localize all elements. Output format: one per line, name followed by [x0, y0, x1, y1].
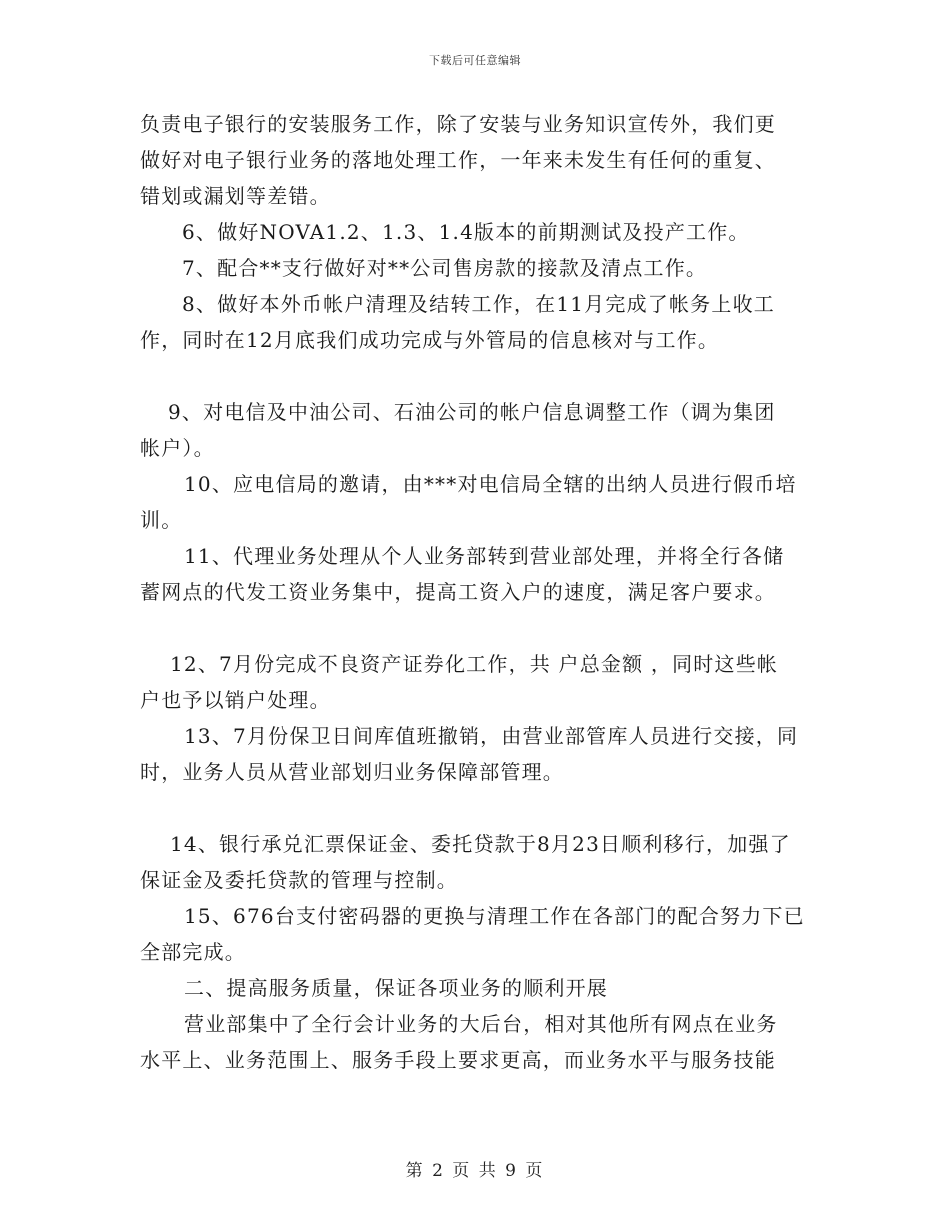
paragraph-item-11: [140, 538, 820, 610]
text-line: 负责电子银行的安装服务工作，除了安装与业务知识宣传外，我们更: [140, 112, 776, 136]
paragraph-item-7: [140, 250, 820, 286]
section-heading-2: [140, 970, 820, 1006]
text-line: 11、代理业务处理从个人业务部转到营业部处理，并将全行各储: [184, 544, 785, 568]
text-line: 8、做好本外币帐户清理及结转工作，在11月完成了帐务上收工: [182, 292, 775, 316]
text-line: 营业部集中了全行会计业务的大后台，相对其他所有网点在业务: [184, 1012, 778, 1036]
text-line: 12、7月份完成不良资产证券化工作，共 户总金额 ，同时这些帐: [170, 652, 779, 676]
text-line: 二、提高服务质量，保证各项业务的顺利开展: [184, 976, 608, 1000]
text-line: 9、对电信及中油公司、石油公司的帐户信息调整工作（调为集团: [168, 400, 776, 424]
paragraph-item-9: [140, 394, 820, 466]
text-line: 水平上、业务范围上、服务手段上要求更高，而业务水平与服务技能: [140, 1048, 776, 1072]
text-line: 6、做好NOVA1.2、1.3、1.4版本的前期测试及投产工作。: [182, 220, 750, 244]
paragraph-item-15: [140, 898, 820, 970]
text-line: 10、应电信局的邀请，由***对电信局全辖的出纳人员进行假币培: [184, 472, 797, 496]
paragraph-item-12: [140, 646, 820, 718]
page-footer: 第 2 页 共 9 页: [405, 1161, 545, 1181]
document-body: [140, 106, 820, 1078]
page-header: 下载后可任意编辑: [429, 54, 521, 67]
paragraph-item-13: [140, 718, 820, 790]
text-line: 错划或漏划等差错。: [140, 184, 331, 208]
text-line: 全部完成。: [140, 940, 246, 964]
text-line: 户也予以销户处理。: [140, 688, 331, 712]
text-line: 时，业务人员从营业部划归业务保障部管理。: [140, 760, 564, 784]
paragraph-item-6: [140, 214, 820, 250]
paragraph-business-dept: [140, 1006, 820, 1078]
text-line: 帐户）。: [140, 436, 215, 460]
text-line: 作，同时在12月底我们成功完成与外管局的信息核对与工作。: [140, 328, 720, 352]
text-line: 7、配合**支行做好对**公司售房款的接款及清点工作。: [182, 256, 708, 280]
text-line: 14、银行承兑汇票保证金、委托贷款于8月23日顺利移行，加强了: [170, 832, 791, 856]
paragraph-electronic-banking: [140, 106, 820, 214]
text-line: 保证金及委托贷款的管理与控制。: [140, 868, 458, 892]
paragraph-item-8: [140, 286, 820, 358]
text-line: 蓄网点的代发工资业务集中，提高工资入户的速度，满足客户要求。: [140, 580, 776, 604]
paragraph-item-10: [140, 466, 820, 538]
text-line: 训。: [140, 508, 183, 532]
text-line: 做好对电子银行业务的落地处理工作，一年来未发生有任何的重复、: [140, 148, 776, 172]
paragraph-item-14: [140, 826, 820, 898]
text-line: 15、676台支付密码器的更换与清理工作在各部门的配合努力下已: [184, 904, 805, 928]
text-line: 13、7月份保卫日间库值班撤销，由营业部管库人员进行交接，同: [184, 724, 799, 748]
